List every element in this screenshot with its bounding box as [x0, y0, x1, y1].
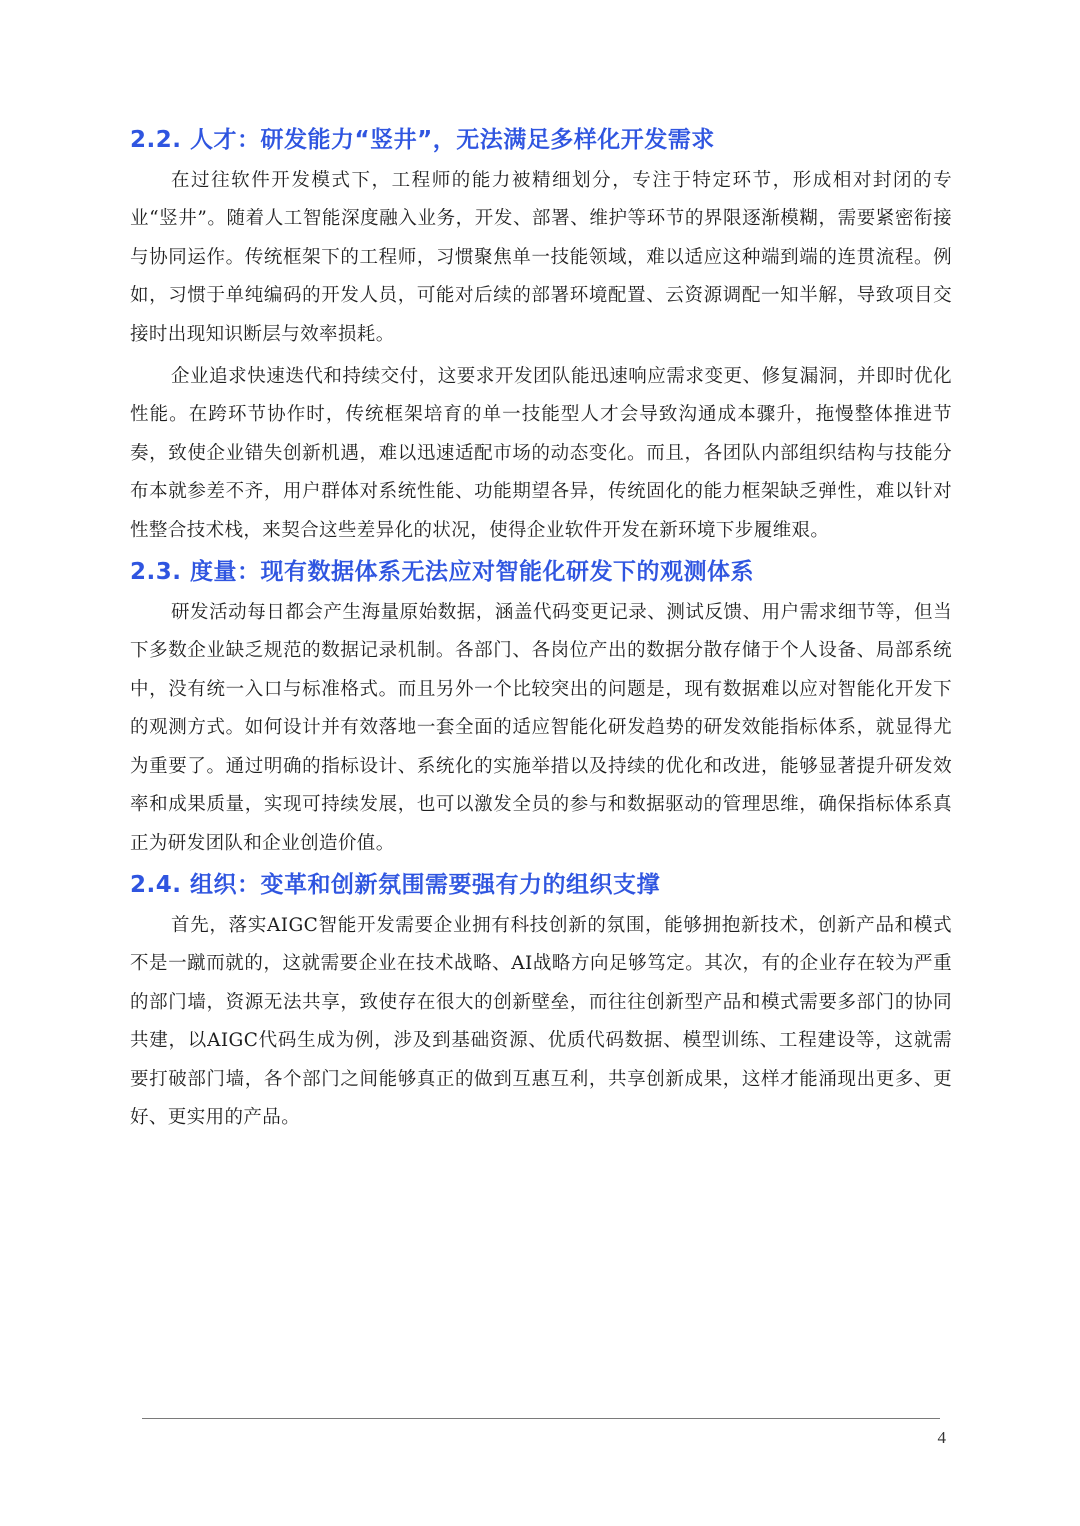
footer-divider	[142, 1418, 940, 1419]
body-paragraph: 研发活动每日都会产生海量原始数据，涵盖代码变更记录、测试反馈、用户需求细节等，但当下多数企业缺乏规范的数据记录机制。各部门、各岗位产出的数据分散存储于个人设备、局部系统中，没有统一入口与标准格式。而且另外一个比较突出的问题是，现有数据难以应对智能化开发下的观测方式。如何设计并有效落地一套全面的适应智能化研发趋势的研发效能指标体系，就显得尤为重要了。通过明确的指标设计、系统化的实施举措以及持续的优化和改进，能够显著提升研发效率和成果质量，实现可持续发展，也可以激发全员的参与和数据驱动的管理思维，确保指标体系真正为研发团队和企业创造价值。	[130, 602, 952, 854]
section-heading: 2.4. 组织：变革和创新氛围需要强有力的组织支撑	[130, 871, 660, 898]
body-paragraph: 首先，落实AIGC智能开发需要企业拥有科技创新的氛围，能够拥抱新技术，创新产品和模式不是一蹴而就的，这就需要企业在技术战略、AI战略方向足够笃定。其次，有的企业存在较为严重的部门墙，资源无法共享，致使存在很大的创新壁垒，而往往创新型产品和模式需要多部门的协同共建，以AIGC代码生成为例，涉及到基础资源、优质代码数据、模型训练、工程建设等，这就需要打破部门墙，各个部门之间能够真正的做到互惠互利，共享创新成果，这样才能涌现出更多、更好、更实用的产品。	[130, 914, 952, 1128]
section-heading: 2.3. 度量：现有数据体系无法应对智能化研发下的观测体系	[130, 559, 754, 586]
body-paragraph: 企业追求快速迭代和持续交付，这要求开发团队能迅速响应需求变更、修复漏洞，并即时优化性能。在跨环节协作时，传统框架培育的单一技能型人才会导致沟通成本骤升，拖慢整体推进节奏，致使企业错失创新机遇，难以迅速适配市场的动态变化。而且，各团队内部组织结构与技能分布本就参差不齐，用户群体对系统性能、功能期望各异，传统固化的能力框架缺乏弹性，难以针对性整合技术栈，来契合这些差异化的状况，使得企业软件开发在新环境下步履维艰。	[130, 366, 952, 541]
section-talent	[130, 122, 952, 550]
section-organization	[130, 867, 952, 1137]
section-heading: 2.2. 人才：研发能力“竖井”，无法满足多样化开发需求	[130, 127, 715, 153]
page-content	[130, 122, 952, 1141]
page-number: 4	[937, 1428, 946, 1447]
section-metrics	[130, 554, 952, 863]
body-paragraph: 在过往软件开发模式下，工程师的能力被精细划分，专注于特定环节，形成相对封闭的专业“竖井”。随着人工智能深度融入业务，开发、部署、维护等环节的界限逐渐模糊，需要紧密衔接与协同运作。传统框架下的工程师，习惯聚焦单一技能领域，难以适应这种端到端的连贯流程。例如，习惯于单纯编码的开发人员，可能对后续的部署环境配置、云资源调配一知半解，导致项目交接时出现知识断层与效率损耗。	[130, 170, 952, 345]
